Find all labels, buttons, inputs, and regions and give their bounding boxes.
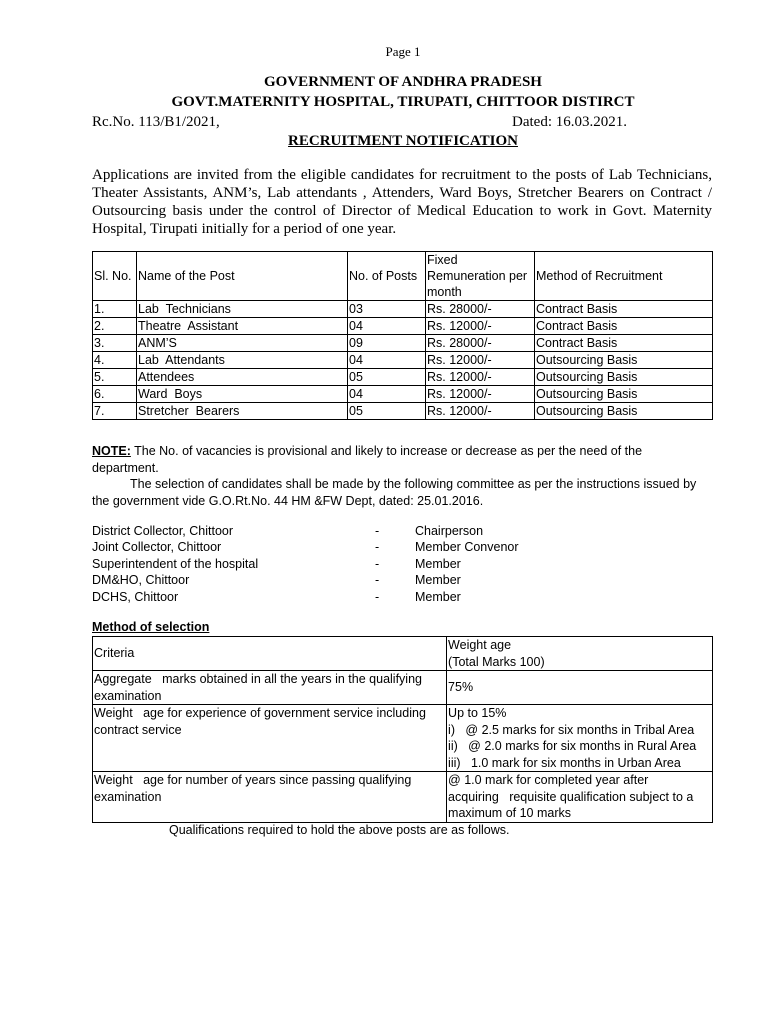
criteria-cell: Weight age for experience of government service including contract service xyxy=(93,705,447,772)
cell-slno: 7. xyxy=(93,403,137,420)
weightage-line: acquiring requisite qualification subject to a xyxy=(448,789,694,804)
cell-method: Outsourcing Basis xyxy=(535,386,713,403)
weightage-line: i) @ 2.5 marks for six months in Tribal Area xyxy=(448,722,695,737)
cell-method: Contract Basis xyxy=(535,318,713,335)
cell-no-of-posts: 03 xyxy=(348,301,426,318)
col-header-method: Method of Recruitment xyxy=(535,252,713,301)
hospital-title: GOVT.MATERNITY HOSPITAL, TIRUPATI, CHITTOOR DISTIRCT xyxy=(171,94,635,110)
cell-method: Contract Basis xyxy=(535,301,713,318)
committee-list xyxy=(92,523,712,605)
weightage-cell xyxy=(447,772,713,823)
cell-slno: 5. xyxy=(93,369,137,386)
cell-slno: 4. xyxy=(93,352,137,369)
govt-title: GOVERNMENT OF ANDHRA PRADESH xyxy=(264,74,542,90)
cell-post-name: Lab Technicians xyxy=(137,301,348,318)
weightage-line: 75% xyxy=(448,680,474,695)
committee-member-name: DCHS, Chittoor xyxy=(92,589,179,604)
committee-member-name: DM&HO, Chittoor xyxy=(92,573,190,588)
weightage-line: Up to 15% xyxy=(448,706,507,720)
cell-post-name: ANM’S xyxy=(137,335,348,352)
cell-no-of-posts: 04 xyxy=(348,318,426,335)
qualifications-line: Qualifications required to hold the above posts are as follows. xyxy=(169,823,510,837)
col-header-post-name: Name of the Post xyxy=(137,252,348,301)
cell-remuneration: Rs. 12000/- xyxy=(426,352,535,369)
cell-slno: 1. xyxy=(93,301,137,318)
col-header-no-of-posts: No. of Posts xyxy=(348,252,426,301)
weightage-line: ii) @ 2.0 marks for six months in Rural Area xyxy=(448,739,697,753)
committee-dash: - xyxy=(375,573,380,588)
committee-dash: - xyxy=(375,589,380,604)
weightage-header xyxy=(447,637,713,671)
cell-post-name: Lab Attendants xyxy=(137,352,348,369)
table-row xyxy=(93,671,713,705)
weightage-header-line: Weight age xyxy=(448,638,512,652)
table-row xyxy=(93,318,713,335)
list-item xyxy=(92,539,712,555)
selection-text: The selection of candidates shall be made by the following committee as per the instructions issued by the government vide G.O.Rt.No. 44 HM &FW Dept, dated: 25.01.2016. xyxy=(92,477,697,508)
cell-method: Outsourcing Basis xyxy=(535,369,713,386)
posts-table-header xyxy=(93,252,713,301)
weightage-line: iii) 1.0 mark for six months in Urban Area xyxy=(448,755,681,770)
weightage-cell xyxy=(447,671,713,705)
cell-remuneration: Rs. 12000/- xyxy=(426,386,535,403)
committee-member-role: Member xyxy=(415,573,461,588)
weightage-header-line: (Total Marks 100) xyxy=(448,654,545,669)
cell-post-name: Ward Boys xyxy=(137,386,348,403)
committee-member-name: Superintendent of the hospital xyxy=(92,556,259,571)
criteria-cell: Aggregate marks obtained in all the years in the qualifying examination xyxy=(93,671,447,705)
table-row xyxy=(93,335,713,352)
list-item xyxy=(92,572,712,588)
list-item xyxy=(92,523,712,539)
committee-member-role: Member xyxy=(415,556,461,571)
committee-member-role: Member xyxy=(415,589,461,604)
method-of-selection-title: Method of selection xyxy=(92,620,210,634)
table-row xyxy=(93,386,713,403)
committee-dash: - xyxy=(375,556,380,571)
page-number: Page 1 xyxy=(385,44,421,59)
cell-method: Outsourcing Basis xyxy=(535,352,713,369)
weightage-line: @ 1.0 mark for completed year after xyxy=(448,773,649,787)
criteria-table-header xyxy=(93,637,713,671)
table-row xyxy=(93,369,713,386)
cell-no-of-posts: 05 xyxy=(348,369,426,386)
weightage-line: maximum of 10 marks xyxy=(448,806,571,820)
table-row xyxy=(93,403,713,420)
committee-member-role: Member Convenor xyxy=(415,540,519,555)
cell-remuneration: Rs. 28000/- xyxy=(426,335,535,352)
note-paragraph xyxy=(92,443,712,477)
cell-remuneration: Rs. 12000/- xyxy=(426,403,535,420)
cell-slno: 2. xyxy=(93,318,137,335)
cell-no-of-posts: 04 xyxy=(348,386,426,403)
cell-no-of-posts: 09 xyxy=(348,335,426,352)
selection-criteria-table xyxy=(92,636,713,823)
reference-number: Rc.No. 113/B1/2021, xyxy=(92,114,220,130)
cell-post-name: Stretcher Bearers xyxy=(137,403,348,420)
cell-slno: 6. xyxy=(93,386,137,403)
note-label: NOTE: xyxy=(92,444,131,458)
cell-remuneration: Rs. 28000/- xyxy=(426,301,535,318)
cell-no-of-posts: 04 xyxy=(348,352,426,369)
committee-member-role: Chairperson xyxy=(415,524,484,538)
committee-dash: - xyxy=(375,524,380,538)
cell-post-name: Theatre Assistant xyxy=(137,318,348,335)
committee-dash: - xyxy=(375,540,380,555)
notification-date: Dated: 16.03.2021. xyxy=(512,114,627,130)
table-row xyxy=(93,352,713,369)
cell-remuneration: Rs. 12000/- xyxy=(426,369,535,386)
weightage-cell xyxy=(447,705,713,772)
committee-member-name: Joint Collector, Chittoor xyxy=(92,540,222,555)
posts-table xyxy=(92,251,713,420)
col-header-slno: Sl. No. xyxy=(93,252,137,301)
criteria-cell: Weight age for number of years since passing qualifying examination xyxy=(93,772,447,823)
criteria-header: Criteria xyxy=(93,637,447,671)
cell-post-name: Attendees xyxy=(137,369,348,386)
table-row xyxy=(93,705,713,772)
cell-method: Contract Basis xyxy=(535,335,713,352)
list-item xyxy=(92,589,712,605)
table-row xyxy=(93,772,713,823)
selection-paragraph xyxy=(92,476,712,510)
table-row xyxy=(93,301,713,318)
notification-title: RECRUITMENT NOTIFICATION xyxy=(288,133,518,149)
note-text: The No. of vacancies is provisional and likely to increase or decrease as per the need of the department. xyxy=(92,444,643,475)
col-header-remuneration: Fixed Remuneration per month xyxy=(426,252,535,301)
cell-method: Outsourcing Basis xyxy=(535,403,713,420)
committee-member-name: District Collector, Chittoor xyxy=(92,524,234,538)
intro-paragraph: Applications are invited from the eligible candidates for recruitment to the posts of Lab Technicians, Theater Assistants, ANM’s, Lab attendants , Attenders, Ward Boys, Stretcher Bearers on Contract / Outsourcing basis under the control of Director of Medical Education to work in Govt. Maternity Hospital, Tirupati initially for a period of one year. xyxy=(92,167,712,237)
cell-remuneration: Rs. 12000/- xyxy=(426,318,535,335)
cell-no-of-posts: 05 xyxy=(348,403,426,420)
list-item xyxy=(92,556,712,572)
cell-slno: 3. xyxy=(93,335,137,352)
